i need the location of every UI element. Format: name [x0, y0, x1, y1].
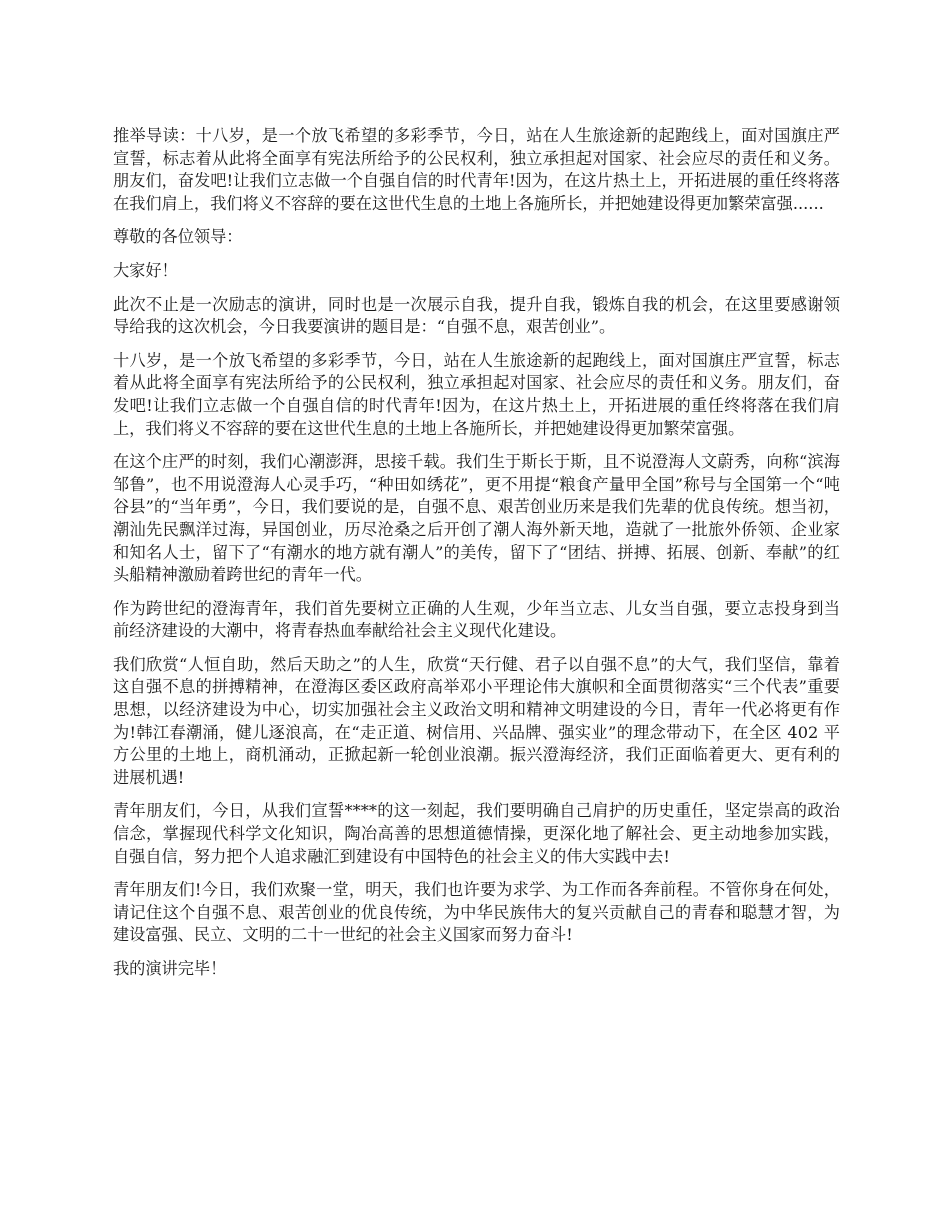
- paragraph: 此次不止是一次励志的演讲，同时也是一次展示自我，提升自我，锻炼自我的机会，在这里要感谢领导给我的这次机会，今日我要演讲的题目是：“自强不息，艰苦创业”。: [113, 294, 840, 337]
- paragraph: 十八岁，是一个放飞希望的多彩季节，今日，站在人生旅途新的起跑线上，面对国旗庄严宣誓，标志着从此将全面享有宪法所给予的公民权利，独立承担起对国家、社会应尽的责任和义务。朋友们，奋发吧!让我们立志做一个自强自信的时代青年!因为，在这片热土上，开拓进展的重任终将落在我们肩上，我们将义不容辞的要在这世代生息的土地上各施所长，并把她建设得更加繁荣富强。: [113, 350, 840, 438]
- salutation: 尊敬的各位领导：: [113, 227, 243, 247]
- intro-paragraph: 推举导读：十八岁，是一个放飞希望的多彩季节，今日，站在人生旅途新的起跑线上，面对国旗庄严宣誓，标志着从此将全面享有宪法所给予的公民权利，独立承担起对国家、社会应尽的责任和义务。朋友们，奋发吧!让我们立志做一个自强自信的时代青年!因为，在这片热土上，开拓进展的重任终将落在我们肩上，我们将义不容辞的要在这世代生息的土地上各施所长，并把她建设得更加繁荣富强......: [113, 126, 840, 213]
- closing-line: 我的演讲完毕！: [113, 959, 227, 978]
- greeting: 大家好！: [113, 260, 178, 280]
- paragraph: 在这个庄严的时刻，我们心潮澎湃，思接千载。我们生于斯长于斯，且不说澄海人文蔚秀，向称“滨海邹鲁”，也不用说澄海人心灵手巧，“种田如绣花”，更不用提“粮食产量甲全国”称号与全国第一个“吨谷县”的“当年勇”，今日，我们要说的是，自强不息、艰苦创业历来是我们先辈的优良传统。想当初，潮汕先民飘洋过海，异国创业，历尽沧桑之后开创了潮人海外新天地，造就了一批旅外侨领、企业家和知名人士，留下了“有潮水的地方就有潮人”的美传，留下了“团结、拼搏、拓展、创新、奉献”的红头船精神激励着跨世纪的青年一代。: [113, 452, 840, 585]
- paragraph: 青年朋友们!今日，我们欢聚一堂，明天，我们也许要为求学、为工作而各奔前程。不管你身在何处，请记住这个自强不息、艰苦创业的优良传统，为中华民族伟大的复兴贡献自己的青春和聪慧才智，为建设富强、民立、文明的二十一世纪的社会主义国家而努力奋斗!: [113, 880, 840, 945]
- document-body: [113, 125, 840, 992]
- paragraph: 青年朋友们，今日，从我们宣誓****的这一刻起，我们要明确自己肩护的历史重任，坚定崇高的政治信念，掌握现代科学文化知识，陶冶高善的思想道德情操，更深化地了解社会、更主动地参加实践，自强自信，努力把个人追求融汇到建设有中国特色的社会主义的伟大实践中去!: [113, 801, 840, 866]
- paragraph: 作为跨世纪的澄海青年，我们首先要树立正确的人生观，少年当立志、儿女当自强，要立志投身到当前经济建设的大潮中，将青春热血奉献给社会主义现代化建设。: [113, 598, 840, 641]
- paragraph: 我们欣赏“人恒自助，然后天助之”的人生，欣赏“天行健、君子以自强不息”的大气，我们坚信，靠着这自强不息的拼搏精神，在澄海区委区政府高举邓小平理论伟大旗帜和全面贯彻落实“三个代表”重要思想，以经济建设为中心，切实加强社会主义政治文明和精神文明建设的今日，青年一代必将更有作为!韩江春潮涌，健儿逐浪高，在“走正道、树信用、兴品牌、强实业”的理念带动下，在全区 402 平方公里的土地上，商机涌动，正掀起新一轮创业浪潮。振兴澄海经济，我们正面临着更大、更有利的进展机遇!: [113, 654, 840, 787]
